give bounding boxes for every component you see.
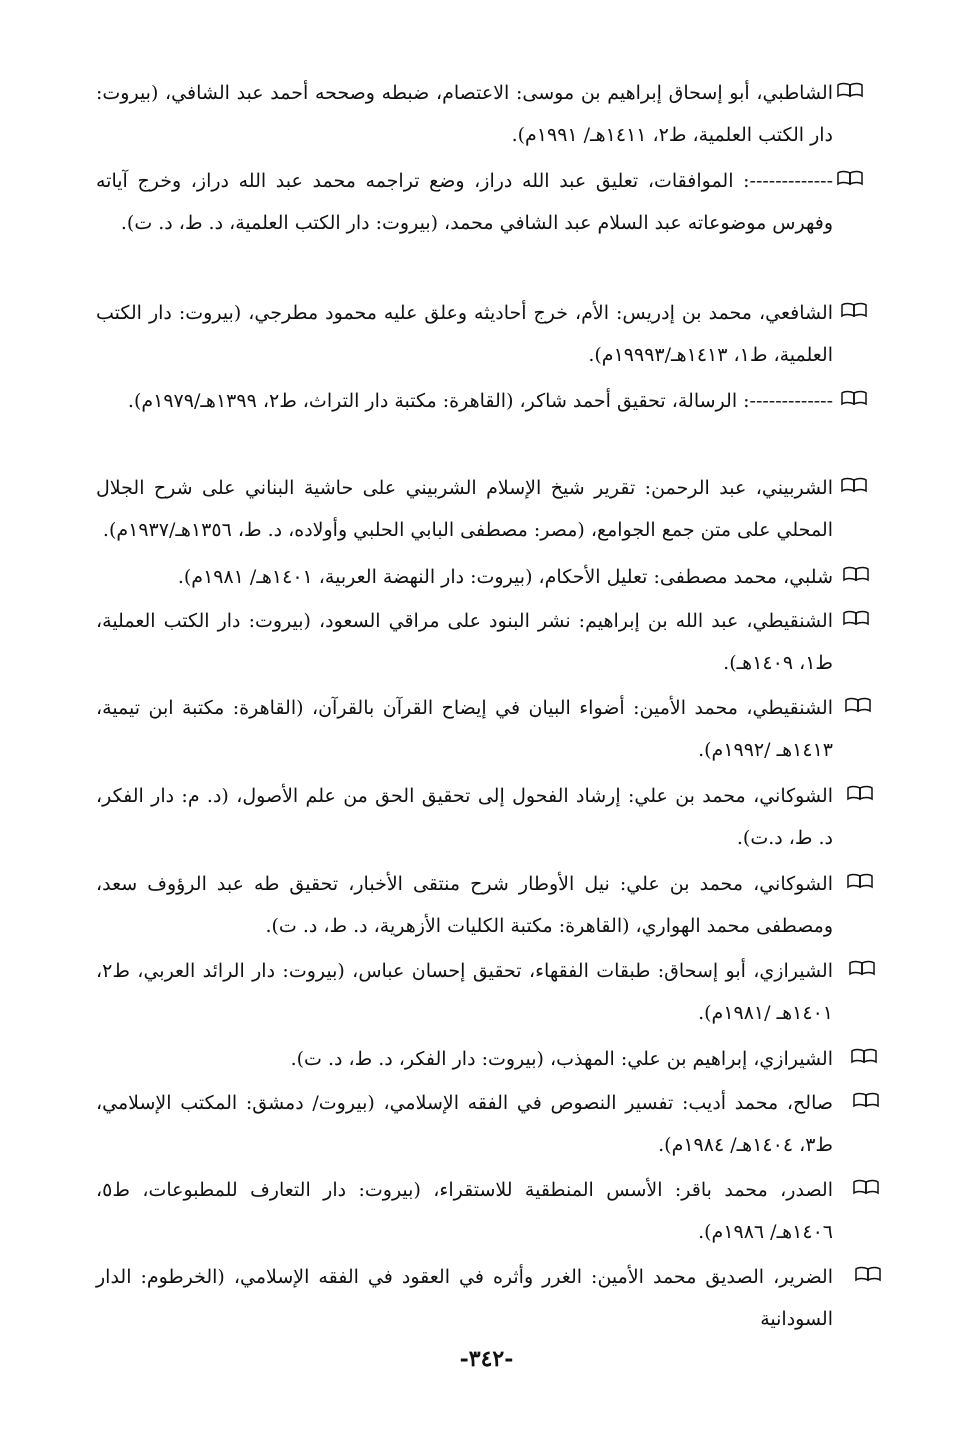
bibliography-entry: -------------: الموافقات، تعليق عبد الله دراز، وضع تراجمه محمد عبد الله دراز، وخرج آياته وفهرس موضوعاته عبد السلام عبد الشافي محمد، (بيروت: دار الكتب العلمية، د. ط، د. ت). (96, 170, 833, 234)
bibliography-entry: الشنقيطي، محمد الأمين: أضواء البيان في إيضاح القرآن بالقرآن، (القاهرة: مكتبة ابن تيمية، ١٤١٣هـ /١٩٩٢م). (96, 697, 833, 761)
book-icon (841, 477, 867, 493)
bibliography-entry: الشوكاني، محمد بن علي: إرشاد الفحول إلى تحقيق الحق من علم الأصول، (د. م: دار الفكر، د. ط، د.ت). (96, 785, 833, 849)
book-icon (847, 873, 873, 889)
book-icon (841, 390, 867, 406)
book-icon (841, 302, 867, 318)
book-icon (837, 170, 863, 186)
book-icon (843, 566, 869, 582)
page-number: -٣٤٢- (459, 1346, 514, 1372)
book-icon (849, 960, 875, 976)
book-icon (845, 697, 871, 713)
bibliography-entry: شلبي، محمد مصطفى: تعليل الأحكام، (بيروت: دار النهضة العربية، ١٤٠١هـ/ ١٩٨١م). (177, 566, 833, 588)
bibliography-entry: الشوكاني، محمد بن علي: نيل الأوطار شرح منتقى الأخبار، تحقيق طه عبد الرؤوف سعد، ومصطفى محمد الهواري، (القاهرة: مكتبة الكليات الأزهرية، د. ط، د. ت). (96, 873, 833, 937)
book-icon (853, 1179, 879, 1195)
bibliography-entry: الشربيني، عبد الرحمن: تقرير شيخ الإسلام الشربيني على حاشية البناني على شرح الجلال المحلي على متن جمع الجوامع، (مصر: مصطفى البابي الحلبي وأولاده، د. ط، ١٣٥٦هـ/١٩٣٧م). (96, 477, 833, 541)
bibliography-entry: الشاطبي، أبو إسحاق إبراهيم بن موسى: الاعتصام، ضبطه وصححه أحمد عبد الشافي، (بيروت: دار الكتب العلمية، ط٢، ١٤١١هـ/ ١٩٩١م). (96, 82, 833, 146)
bibliography-entry: الصدر، محمد باقر: الأسس المنطقية للاستقراء، (بيروت: دار التعارف للمطبوعات، ط٥، ١٤٠٦هـ/ ١٩٨٦م). (96, 1179, 833, 1243)
bibliography-entry: -------------: الرسالة، تحقيق أحمد شاكر، (القاهرة: مكتبة دار التراث، ط٢، ١٣٩٩هـ/١٩٧٩م). (127, 390, 833, 412)
bibliography-entry: الضرير، الصديق محمد الأمين: الغرر وأثره في العقود في الفقه الإسلامي، (الخرطوم: الدار السودانية (96, 1266, 833, 1330)
book-icon (855, 1266, 881, 1282)
book-icon (837, 82, 863, 98)
bibliography-entry: الشنقيطي، عبد الله بن إبراهيم: نشر البنود على مراقي السعود، (بيروت: دار الكتب العملية، ط١، ١٤٠٩هـ). (96, 610, 833, 674)
book-icon (847, 785, 873, 801)
bibliography-entry: صالح، محمد أديب: تفسير النصوص في الفقه الإسلامي، (بيروت/ دمشق: المكتب الإسلامي، ط٣، ١٤٠٤هـ/ ١٩٨٤م). (96, 1092, 833, 1156)
book-icon (851, 1048, 877, 1064)
bibliography-entry: الشيرازي، أبو إسحاق: طبقات الفقهاء، تحقيق إحسان عباس، (بيروت: دار الرائد العربي، ط٢، ١٤٠١هـ /١٩٨١م). (96, 960, 833, 1024)
bibliography-entry: الشيرازي، إبراهيم بن علي: المهذب، (بيروت: دار الفكر، د. ط، د. ت). (290, 1048, 833, 1070)
bibliography-entry: الشافعي، محمد بن إدريس: الأم، خرج أحاديثه وعلق عليه محمود مطرجي، (بيروت: دار الكتب العلمية، ط١، ١٤١٣هـ/١٩٩٩٣م). (96, 302, 833, 366)
book-icon (853, 1092, 879, 1108)
book-icon (843, 610, 869, 626)
